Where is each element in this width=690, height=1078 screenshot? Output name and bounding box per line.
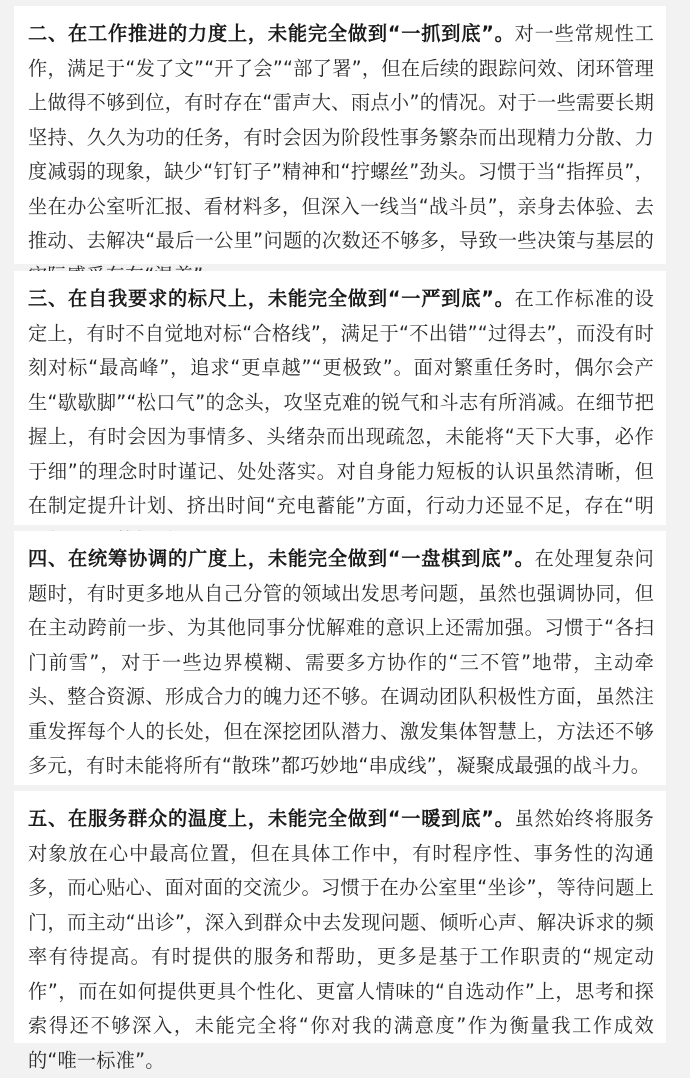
section-heading: 三、在自我要求的标尺上，未能完全做到“一严到底”。 bbox=[28, 287, 515, 310]
section-heading: 二、在工作推进的力度上，未能完全做到“一抓到底”。 bbox=[28, 22, 515, 45]
section-heading: 五、在服务群众的温度上，未能完全做到“一暖到底”。 bbox=[28, 807, 515, 830]
section-body: 对一些常规性工作，满足于“发了文”“开了会”“部了署”，但在后续的跟踪问效、闭环管理上做得不够到位，有时存在“雷声大、雨点小”的情况。对于一些需要长期坚持、久久为功的任务，有时会因为阶段性事务繁杂而出现精力分散、力度减弱的现象，缺少“钉钉子”精神和“拧螺丝”劲头。习惯于当“指挥员”，坐在办公室听汇报、看材料多，但深入一线当“战斗员”，亲身去体验、去推动、去解决“最后一公里”问题的次数还不够多，导致一些决策与基层的 bbox=[28, 22, 654, 252]
section-three bbox=[14, 271, 666, 525]
section-five bbox=[14, 791, 666, 1072]
section-four bbox=[14, 531, 666, 785]
section-body: 虽然始终将服务对象放在心中最高位置，但在具体工作中，有时程序性、事务性的沟通多，而心贴心、面对面的交流少。习惯于在办公室里“坐诊”，等待问题上门，而主动“出诊”，深入到群众中去发现问题、倾听心声、解决诉求的频率有待提高。有时提供的服务和帮助，更多是基于工作职责的“规定动作”，而在如何提供更具个性化、更富人情味的“自选动作”上，思考和探索得还不够深入，未能完全将“你对我的满意度”作为衡量我工作成效的“唯一标准”。 bbox=[28, 807, 654, 1072]
section-two bbox=[14, 6, 666, 264]
section-heading: 四、在统筹协调的广度上，未能完全做到“一盘棋到底”。 bbox=[28, 547, 535, 570]
section-body: 在处理复杂问题时，有时更多地从自己分管的领域出发思考问题，虽然也强调协同，但在主动跨前一步、为其他同事分忧解难的意识上还需加强。习惯于“各扫门前雪”，对于一些边界模糊、需要多方协作的“三不管”地带，主动牵头、整合资源、形成合力的魄力还不够。在调动团队积极性方面，虽然注重发挥每个人的长处，但在深挖团队潜力、激发集体智慧上，方法还不够多元，有时未能将所有“散珠”都巧妙地“串成线”，凝聚成最强的战斗力。 bbox=[28, 547, 655, 777]
section-body: 在工作标准的设定上，有时不自觉地对标“合格线”，满足于“不出错”“过得去”，而没有时刻对标“最高峰”，追求“更卓越”“更极致”。面对繁重任务时，偶尔会产生“歇歇脚”“松口气”的念头，攻坚克难的锐气和斗志有所消减。在细节把握上，有时会因为事情多、头绪杂而出现疏忽，未能将“天下大事，必作于细”的理念时时谨记、处处落实。对自身能力短板的认识虽然清晰，但在制定提升计划、挤出时间“充电蓄能”方面，行动力还显不足，存在“明 bbox=[28, 287, 654, 517]
